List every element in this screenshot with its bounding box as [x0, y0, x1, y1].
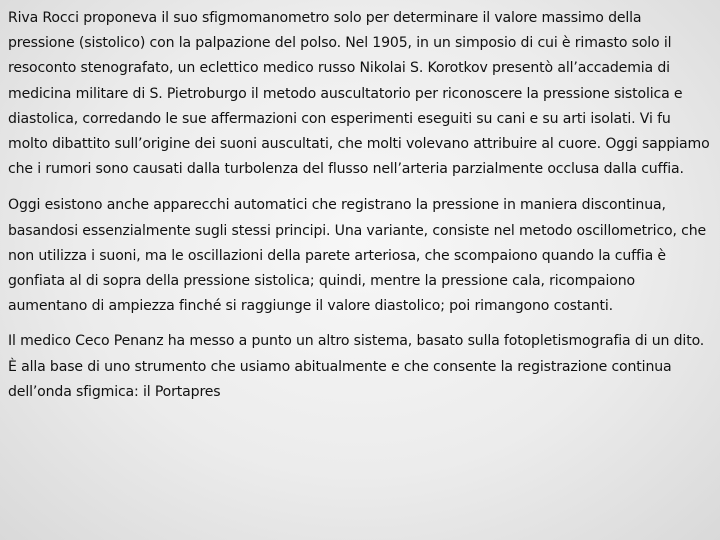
paragraph-korotkov: Riva Rocci proponeva il suo sfigmomanometro solo per determinare il valore massimo della pressione (sistolico) con la palpazione del polso. Nel 1905, in un simposio di cui è rimasto solo il resoconto stenografato, un eclettico medico russo Nikolai S. Korotkov presentò all’accademia di medicina militare di S. Pietroburgo il metodo auscultatorio per riconoscere la pressione sistolica e diastolica, corredando le sue affermazioni con esperimenti eseguiti su cani e su arti isolati. Vi fu molto dibattito sull’origine dei suoni auscultati, che molti volevano attribuire al cuore. Oggi sappiamo che i rumori sono causati dalla turbolenza del flusso nell’arteria parzialmente occlusa dalla cuffia. — [8, 10, 710, 178]
paragraph-portapres: Il medico Ceco Penanz ha messo a punto un altro sistema, basato sulla fotopletismografia di un dito. È alla base di uno strumento che usiamo abitualmente e che consente la registrazione continua dell’onda sfigmica: il Portapres — [8, 333, 705, 400]
paragraph-oscillometric: Oggi esistono anche apparecchi automatici che registrano la pressione in maniera discontinua, basandosi essenzialmente sugli stessi principi. Una variante, consiste nel metodo oscillometrico, che non utilizza i suoni, ma le oscillazioni della parete arteriosa, che scompaiono quando la cuffia è gonfiata al di sopra della pressione sistolica; quindi, mentre la pressione cala, ricompaiono aumentano di ampiezza finché si raggiunge il valore diastolico; poi rimangono costanti. — [8, 197, 707, 315]
text-body — [8, 6, 712, 405]
